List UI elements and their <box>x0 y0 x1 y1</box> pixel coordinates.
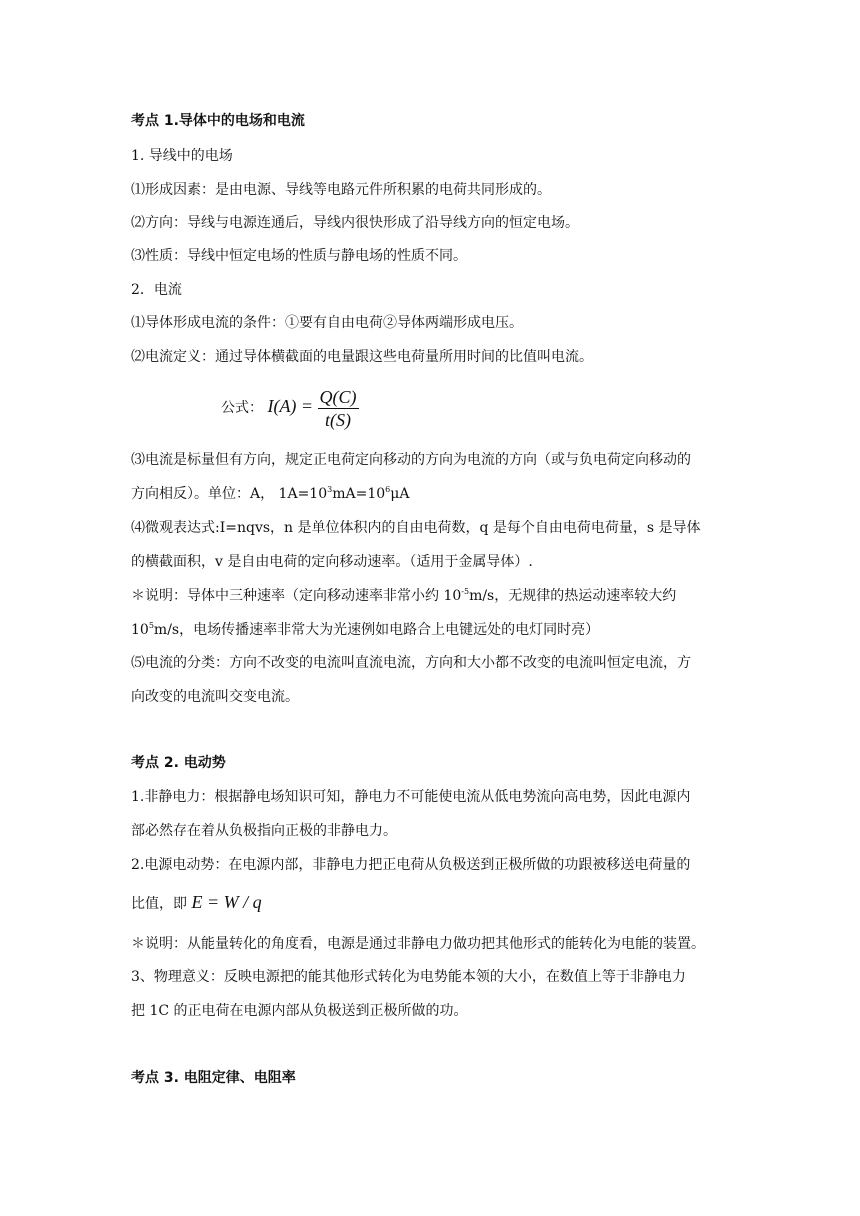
emf-formula: E = W / q <box>191 892 262 912</box>
paragraph-three-speeds-2 <box>131 620 599 640</box>
unit-text-end: μA <box>390 486 410 502</box>
formula-numerator: Q(C) <box>319 386 357 407</box>
paragraph-current-classification-2: 向改变的电流叫交变电流。 <box>131 689 299 705</box>
paragraph-micro-expression-2: 的横截面积，v 是自由电荷的定向移动速率。（适用于金属导体）. <box>131 554 533 570</box>
paragraph-current-condition: ⑴导体形成电流的条件：①要有自由电荷②导体两端形成电压。 <box>131 315 523 331</box>
speed-exponent-1: -5 <box>461 587 470 596</box>
subsection-electric-field-heading: 1. 导线中的电场 <box>131 148 233 164</box>
section-2-heading: 考点 2. 电动势 <box>131 755 226 771</box>
speed-exponent-2: 5 <box>148 621 154 630</box>
paragraph-physical-meaning-1: 3、物理意义：反映电源把的能其他形式转化为电势能本领的大小，在数值上等于非静电力 <box>131 969 686 985</box>
unit-exponent-2: 6 <box>385 485 391 494</box>
paragraph-emf-1: 2.电源电动势：在电源内部，非静电力把正电荷从负极送到正极所做的功跟被移送电荷量的 <box>131 857 691 873</box>
speed-text-3: 10 <box>131 622 149 638</box>
paragraph-emf-2 <box>131 892 262 914</box>
paragraph-three-speeds-1 <box>131 586 676 606</box>
unit-text-mid: mA=10 <box>332 486 386 502</box>
section-3-heading: 考点 3. 电阻定律、电阻率 <box>131 1070 296 1086</box>
unit-exponent-1: 3 <box>327 485 333 494</box>
speed-text-2: m/s，无规律的热运动速率较大约 <box>469 588 677 604</box>
paragraph-non-electrostatic-1: 1.非静电力：根据静电场知识可知，静电力不可能使电流从低电势流向高电势，因此电源内 <box>131 789 691 805</box>
formula-fraction <box>318 387 359 430</box>
paragraph-direction: ⑵方向：导线与电源连通后，导线内很快形成了沿导线方向的恒定电场。 <box>131 215 579 231</box>
paragraph-current-definition: ⑵电流定义：通过导体横截面的电量跟这些电荷量所用时间的比值叫电流。 <box>131 349 593 365</box>
speed-text-4: m/s，电场传播速率非常大为光速例如电路合上电键远处的电灯同时亮） <box>153 622 600 638</box>
paragraph-current-scalar-1: ⑶电流是标量但有方向，规定正电荷定向移动的方向为电流的方向（或与负电荷定向移动的 <box>131 452 691 468</box>
paragraph-current-scalar-2 <box>131 484 409 504</box>
formula-label: 公式： <box>221 400 263 416</box>
paragraph-physical-meaning-2: 把 1C 的正电荷在电源内部从负极送到正极所做的功。 <box>131 1003 468 1019</box>
speed-text-1: ＊说明：导体中三种速率（定向移动速率非常小约 10 <box>131 588 462 604</box>
formula-denominator: t(S) <box>325 409 352 430</box>
paragraph-property: ⑶性质：导线中恒定电场的性质与静电场的性质不同。 <box>131 248 467 264</box>
current-formula <box>221 384 359 430</box>
unit-text: 方向相反）。单位：A， 1A=10 <box>131 486 328 502</box>
subsection-current-heading: 2．电流 <box>131 282 182 298</box>
paragraph-formation-factor: ⑴形成因素：是由电源、导线等电路元件所积累的电荷共同形成的。 <box>131 182 551 198</box>
emf-text: 比值，即 <box>131 896 187 912</box>
section-1-heading: 考点 1.导体中的电场和电流 <box>131 113 305 129</box>
paragraph-emf-note: ＊说明：从能量转化的角度看，电源是通过非静电力做功把其他形式的能转化为电能的装置。 <box>131 936 705 952</box>
paragraph-current-classification-1: ⑸电流的分类：方向不改变的电流叫直流电流，方向和大小都不改变的电流叫恒定电流，方 <box>131 655 691 671</box>
paragraph-non-electrostatic-2: 部必然存在着从负极指向正极的非静电力。 <box>131 823 397 839</box>
formula-lhs: I(A) = <box>267 396 314 416</box>
paragraph-micro-expression-1: ⑷微观表达式:I=nqvs，n 是单位体积内的自由电荷数，q 是每个自由电荷电荷量，s 是导体 <box>131 520 701 536</box>
